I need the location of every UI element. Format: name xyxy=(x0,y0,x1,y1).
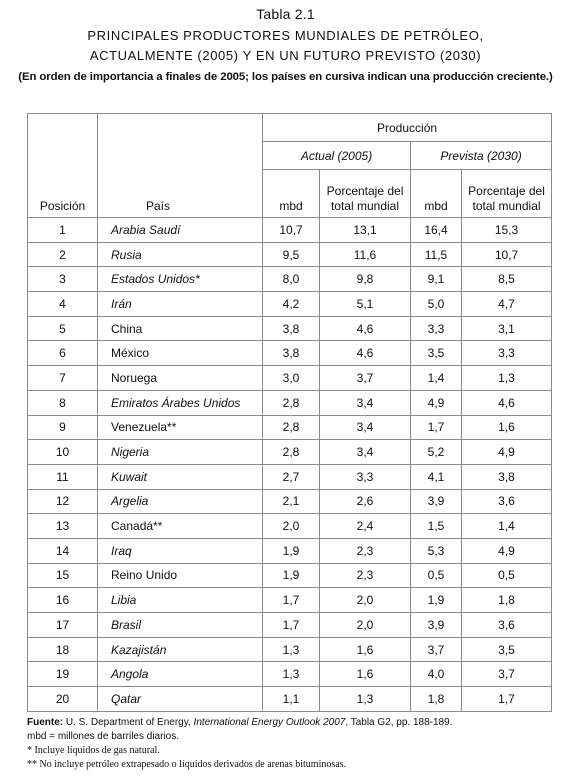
cell-pais: Estados Unidos* xyxy=(98,267,263,292)
table-title-line-2: ACTUALMENTE (2005) Y EN UN FUTURO PREVISTO (2030) xyxy=(89,48,482,63)
cell-mbd-2030: 5,0 xyxy=(411,292,462,317)
cell-mbd-2005: 1,9 xyxy=(263,538,320,563)
cell-mbd-2030: 3,9 xyxy=(411,489,462,514)
cell-mbd-2030: 1,8 xyxy=(411,687,462,712)
cell-posicion: 3 xyxy=(28,267,98,292)
cell-mbd-2030: 1,7 xyxy=(411,415,462,440)
header-pct-prevista: Porcentaje del total mundial xyxy=(462,170,552,218)
cell-mbd-2005: 2,0 xyxy=(263,514,320,539)
cell-pais: Angola xyxy=(98,662,263,687)
cell-mbd-2030: 4,9 xyxy=(411,390,462,415)
cell-pais: Arabia Saudí xyxy=(98,218,263,243)
cell-mbd-2030: 1,4 xyxy=(411,366,462,391)
table-row xyxy=(28,613,552,638)
cell-pct-2005: 3,4 xyxy=(320,415,411,440)
cell-pais: Rusia xyxy=(98,242,263,267)
cell-pais: Nigeria xyxy=(98,440,263,465)
table-row xyxy=(28,242,552,267)
cell-mbd-2030: 16,4 xyxy=(411,218,462,243)
header-mbd-actual: mbd xyxy=(263,170,320,218)
cell-mbd-2005: 3,8 xyxy=(263,316,320,341)
header-prevista-2030: Prevista (2030) xyxy=(411,142,552,170)
cell-pct-2030: 3,3 xyxy=(462,341,552,366)
cell-pct-2005: 11,6 xyxy=(320,242,411,267)
mbd-note: mbd = millones de barriles diarios. xyxy=(27,731,180,742)
table-row xyxy=(28,390,552,415)
cell-mbd-2030: 3,7 xyxy=(411,637,462,662)
table-row xyxy=(28,415,552,440)
table-row xyxy=(28,538,552,563)
cell-pais: Iraq xyxy=(98,538,263,563)
cell-posicion: 4 xyxy=(28,292,98,317)
cell-mbd-2030: 4,1 xyxy=(411,464,462,489)
cell-pct-2005: 2,3 xyxy=(320,538,411,563)
cell-mbd-2005: 8,0 xyxy=(263,267,320,292)
cell-pct-2030: 3,5 xyxy=(462,637,552,662)
table-body xyxy=(28,218,552,712)
cell-pct-2030: 1,8 xyxy=(462,588,552,613)
table-row xyxy=(28,687,552,712)
cell-pct-2030: 3,6 xyxy=(462,613,552,638)
cell-mbd-2005: 2,8 xyxy=(263,415,320,440)
cell-pct-2030: 4,7 xyxy=(462,292,552,317)
footnotes xyxy=(27,716,557,772)
cell-mbd-2005: 2,1 xyxy=(263,489,320,514)
cell-mbd-2005: 2,8 xyxy=(263,390,320,415)
cell-mbd-2005: 1,1 xyxy=(263,687,320,712)
cell-mbd-2005: 3,8 xyxy=(263,341,320,366)
cell-mbd-2005: 1,3 xyxy=(263,637,320,662)
cell-pais: Brasil xyxy=(98,613,263,638)
source-note xyxy=(27,716,557,730)
cell-posicion: 16 xyxy=(28,588,98,613)
table-title-line-1: PRINCIPALES PRODUCTORES MUNDIALES DE PETRÓLEO, xyxy=(87,28,484,43)
cell-pct-2030: 1,3 xyxy=(462,366,552,391)
cell-pct-2030: 1,7 xyxy=(462,687,552,712)
table-row xyxy=(28,316,552,341)
cell-pct-2005: 3,4 xyxy=(320,390,411,415)
footnote-1: * Incluye líquidos de gas natural. xyxy=(27,745,160,756)
cell-pct-2005: 1,3 xyxy=(320,687,411,712)
cell-posicion: 8 xyxy=(28,390,98,415)
cell-posicion: 1 xyxy=(28,218,98,243)
cell-pct-2030: 3,1 xyxy=(462,316,552,341)
cell-pct-2030: 3,6 xyxy=(462,489,552,514)
cell-pct-2005: 1,6 xyxy=(320,637,411,662)
cell-mbd-2005: 1,9 xyxy=(263,563,320,588)
header-pct-actual: Porcentaje del total mundial xyxy=(320,170,411,218)
cell-posicion: 7 xyxy=(28,366,98,391)
cell-pct-2030: 4,9 xyxy=(462,440,552,465)
cell-mbd-2030: 1,5 xyxy=(411,514,462,539)
cell-mbd-2005: 10,7 xyxy=(263,218,320,243)
header-produccion: Producción xyxy=(263,114,552,142)
cell-pct-2005: 2,6 xyxy=(320,489,411,514)
table-row xyxy=(28,341,552,366)
table-row xyxy=(28,489,552,514)
cell-pct-2005: 3,7 xyxy=(320,366,411,391)
cell-pct-2030: 0,5 xyxy=(462,563,552,588)
cell-posicion: 19 xyxy=(28,662,98,687)
cell-pais: Irán xyxy=(98,292,263,317)
cell-pct-2030: 15,3 xyxy=(462,218,552,243)
cell-pct-2030: 1,4 xyxy=(462,514,552,539)
cell-mbd-2005: 4,2 xyxy=(263,292,320,317)
cell-pct-2030: 3,8 xyxy=(462,464,552,489)
cell-mbd-2030: 5,3 xyxy=(411,538,462,563)
cell-pais: Argelia xyxy=(98,489,263,514)
cell-mbd-2005: 9,5 xyxy=(263,242,320,267)
table-subtitle: (En orden de importancia a finales de 2005; los países en cursiva indican una producción creciente.) xyxy=(18,71,553,83)
cell-pct-2005: 5,1 xyxy=(320,292,411,317)
document-page xyxy=(0,6,571,779)
header-actual-2005: Actual (2005) xyxy=(263,142,411,170)
cell-pais: Reino Unido xyxy=(98,563,263,588)
table-row xyxy=(28,218,552,243)
source-text-post: , Tabla G2, pp. 188-189. xyxy=(345,717,453,728)
cell-pais: Qatar xyxy=(98,687,263,712)
cell-mbd-2030: 5,2 xyxy=(411,440,462,465)
header-pais: País xyxy=(98,114,263,218)
cell-posicion: 13 xyxy=(28,514,98,539)
table-row xyxy=(28,292,552,317)
cell-mbd-2005: 1,7 xyxy=(263,588,320,613)
cell-pct-2030: 1,6 xyxy=(462,415,552,440)
cell-pct-2030: 4,9 xyxy=(462,538,552,563)
cell-pais: Venezuela** xyxy=(98,415,263,440)
cell-pct-2005: 1,6 xyxy=(320,662,411,687)
cell-mbd-2030: 9,1 xyxy=(411,267,462,292)
cell-pais: China xyxy=(98,316,263,341)
cell-posicion: 2 xyxy=(28,242,98,267)
source-title: International Energy Outlook 2007 xyxy=(193,717,346,728)
table-row xyxy=(28,588,552,613)
cell-mbd-2030: 11,5 xyxy=(411,242,462,267)
cell-pct-2005: 3,4 xyxy=(320,440,411,465)
cell-posicion: 20 xyxy=(28,687,98,712)
cell-posicion: 9 xyxy=(28,415,98,440)
table-row xyxy=(28,662,552,687)
table-row xyxy=(28,637,552,662)
cell-pct-2005: 2,3 xyxy=(320,563,411,588)
cell-mbd-2030: 4,0 xyxy=(411,662,462,687)
footnote-2: ** No incluye petróleo extrapesado o líquidos derivados de arenas bituminosas. xyxy=(27,759,347,770)
cell-posicion: 17 xyxy=(28,613,98,638)
table-row xyxy=(28,464,552,489)
cell-pct-2030: 3,7 xyxy=(462,662,552,687)
cell-pct-2030: 4,6 xyxy=(462,390,552,415)
cell-mbd-2030: 3,5 xyxy=(411,341,462,366)
cell-pais: México xyxy=(98,341,263,366)
cell-pct-2005: 9,8 xyxy=(320,267,411,292)
cell-mbd-2005: 2,8 xyxy=(263,440,320,465)
cell-pct-2005: 4,6 xyxy=(320,341,411,366)
cell-pct-2005: 4,6 xyxy=(320,316,411,341)
cell-mbd-2005: 2,7 xyxy=(263,464,320,489)
table-label: Tabla 2.1 xyxy=(256,6,315,22)
source-text-pre: U. S. Department of Energy, xyxy=(65,717,191,728)
table-row xyxy=(28,366,552,391)
cell-pct-2030: 10,7 xyxy=(462,242,552,267)
table-row xyxy=(28,440,552,465)
cell-posicion: 5 xyxy=(28,316,98,341)
cell-pais: Kuwait xyxy=(98,464,263,489)
cell-pct-2005: 2,4 xyxy=(320,514,411,539)
header-posicion: Posición xyxy=(28,114,98,218)
cell-posicion: 11 xyxy=(28,464,98,489)
cell-pct-2005: 2,0 xyxy=(320,613,411,638)
cell-posicion: 15 xyxy=(28,563,98,588)
cell-pais: Libia xyxy=(98,588,263,613)
table-row xyxy=(28,514,552,539)
table-row xyxy=(28,267,552,292)
source-label: Fuente: xyxy=(27,717,64,728)
cell-pais: Kazajistán xyxy=(98,637,263,662)
oil-producers-table xyxy=(27,113,552,712)
cell-pct-2005: 3,3 xyxy=(320,464,411,489)
cell-mbd-2030: 0,5 xyxy=(411,563,462,588)
cell-posicion: 10 xyxy=(28,440,98,465)
cell-pct-2005: 13,1 xyxy=(320,218,411,243)
cell-pais: Canadá** xyxy=(98,514,263,539)
header-mbd-prevista: mbd xyxy=(411,170,462,218)
cell-mbd-2005: 1,7 xyxy=(263,613,320,638)
cell-mbd-2005: 3,0 xyxy=(263,366,320,391)
cell-posicion: 18 xyxy=(28,637,98,662)
cell-pais: Emiratos Árabes Unidos xyxy=(98,390,263,415)
cell-pct-2005: 2,0 xyxy=(320,588,411,613)
cell-mbd-2005: 1,3 xyxy=(263,662,320,687)
cell-pais: Noruega xyxy=(98,366,263,391)
cell-posicion: 12 xyxy=(28,489,98,514)
cell-mbd-2030: 3,3 xyxy=(411,316,462,341)
table-row xyxy=(28,563,552,588)
cell-pct-2030: 8,5 xyxy=(462,267,552,292)
cell-posicion: 6 xyxy=(28,341,98,366)
cell-mbd-2030: 1,9 xyxy=(411,588,462,613)
cell-posicion: 14 xyxy=(28,538,98,563)
cell-mbd-2030: 3,9 xyxy=(411,613,462,638)
